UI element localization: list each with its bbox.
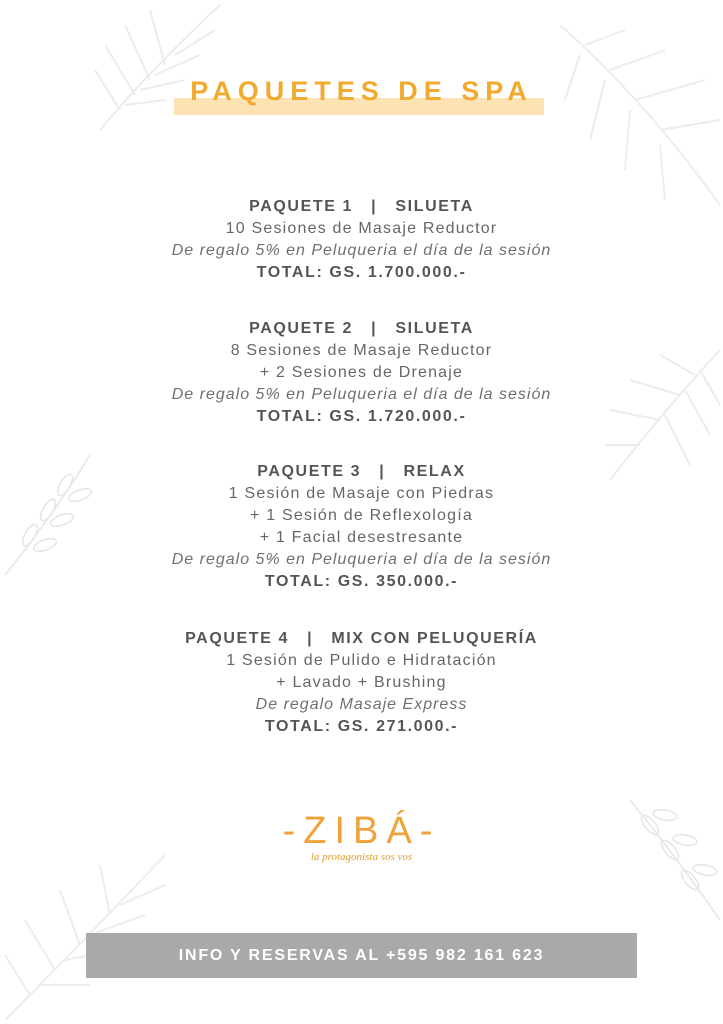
brand-name: -ZIBÁ- xyxy=(282,810,441,852)
package-heading: PAQUETE 4 | MIX CON PELUQUERÍA xyxy=(185,630,538,647)
package-total: TOTAL: GS. 271.000.- xyxy=(264,718,459,735)
brand-tagline: la protagonista sos vos xyxy=(310,851,413,863)
package-item: 1 Sesión de Pulido e Hidratación xyxy=(226,652,497,669)
package-item: 1 Sesión de Masaje con Piedras xyxy=(228,485,495,502)
package-item: + 2 Sesiones de Drenaje xyxy=(259,364,464,381)
package-item: + 1 Sesión de Reflexología xyxy=(250,507,473,524)
palm-leaf-top-right-icon xyxy=(555,20,723,210)
package-total: TOTAL: GS. 1.720.000.- xyxy=(256,408,467,425)
package-heading: PAQUETE 2 | SILUETA xyxy=(249,320,474,337)
package-item: 8 Sesiones de Masaje Reductor xyxy=(230,342,493,359)
package-gift: De regalo Masaje Express xyxy=(255,696,468,713)
package-heading: PAQUETE 1 | SILUETA xyxy=(249,198,474,215)
package-item: 10 Sesiones de Masaje Reductor xyxy=(225,220,498,237)
package-gift: De regalo 5% en Peluqueria el día de la sesión xyxy=(171,386,552,403)
package-item: + Lavado + Brushing xyxy=(276,674,447,691)
package-3 xyxy=(0,461,723,593)
package-2 xyxy=(0,318,723,428)
package-gift: De regalo 5% en Peluqueria el día de la sesión xyxy=(171,551,552,568)
page-title: PAQUETES DE SPA xyxy=(190,76,533,106)
package-heading: PAQUETE 3 | RELAX xyxy=(257,463,466,480)
package-4 xyxy=(0,628,723,738)
brand-logo xyxy=(0,810,723,863)
package-gift: De regalo 5% en Peluqueria el día de la sesión xyxy=(171,242,552,259)
package-1 xyxy=(0,196,723,284)
package-total: TOTAL: GS. 1.700.000.- xyxy=(256,264,467,281)
package-total: TOTAL: GS. 350.000.- xyxy=(264,573,459,590)
title-block xyxy=(0,76,723,107)
contact-text: INFO Y RESERVAS AL +595 982 161 623 xyxy=(178,946,545,964)
package-item: + 1 Facial desestresante xyxy=(259,529,464,546)
contact-banner xyxy=(86,933,637,978)
palm-leaf-top-left-icon xyxy=(90,0,230,140)
